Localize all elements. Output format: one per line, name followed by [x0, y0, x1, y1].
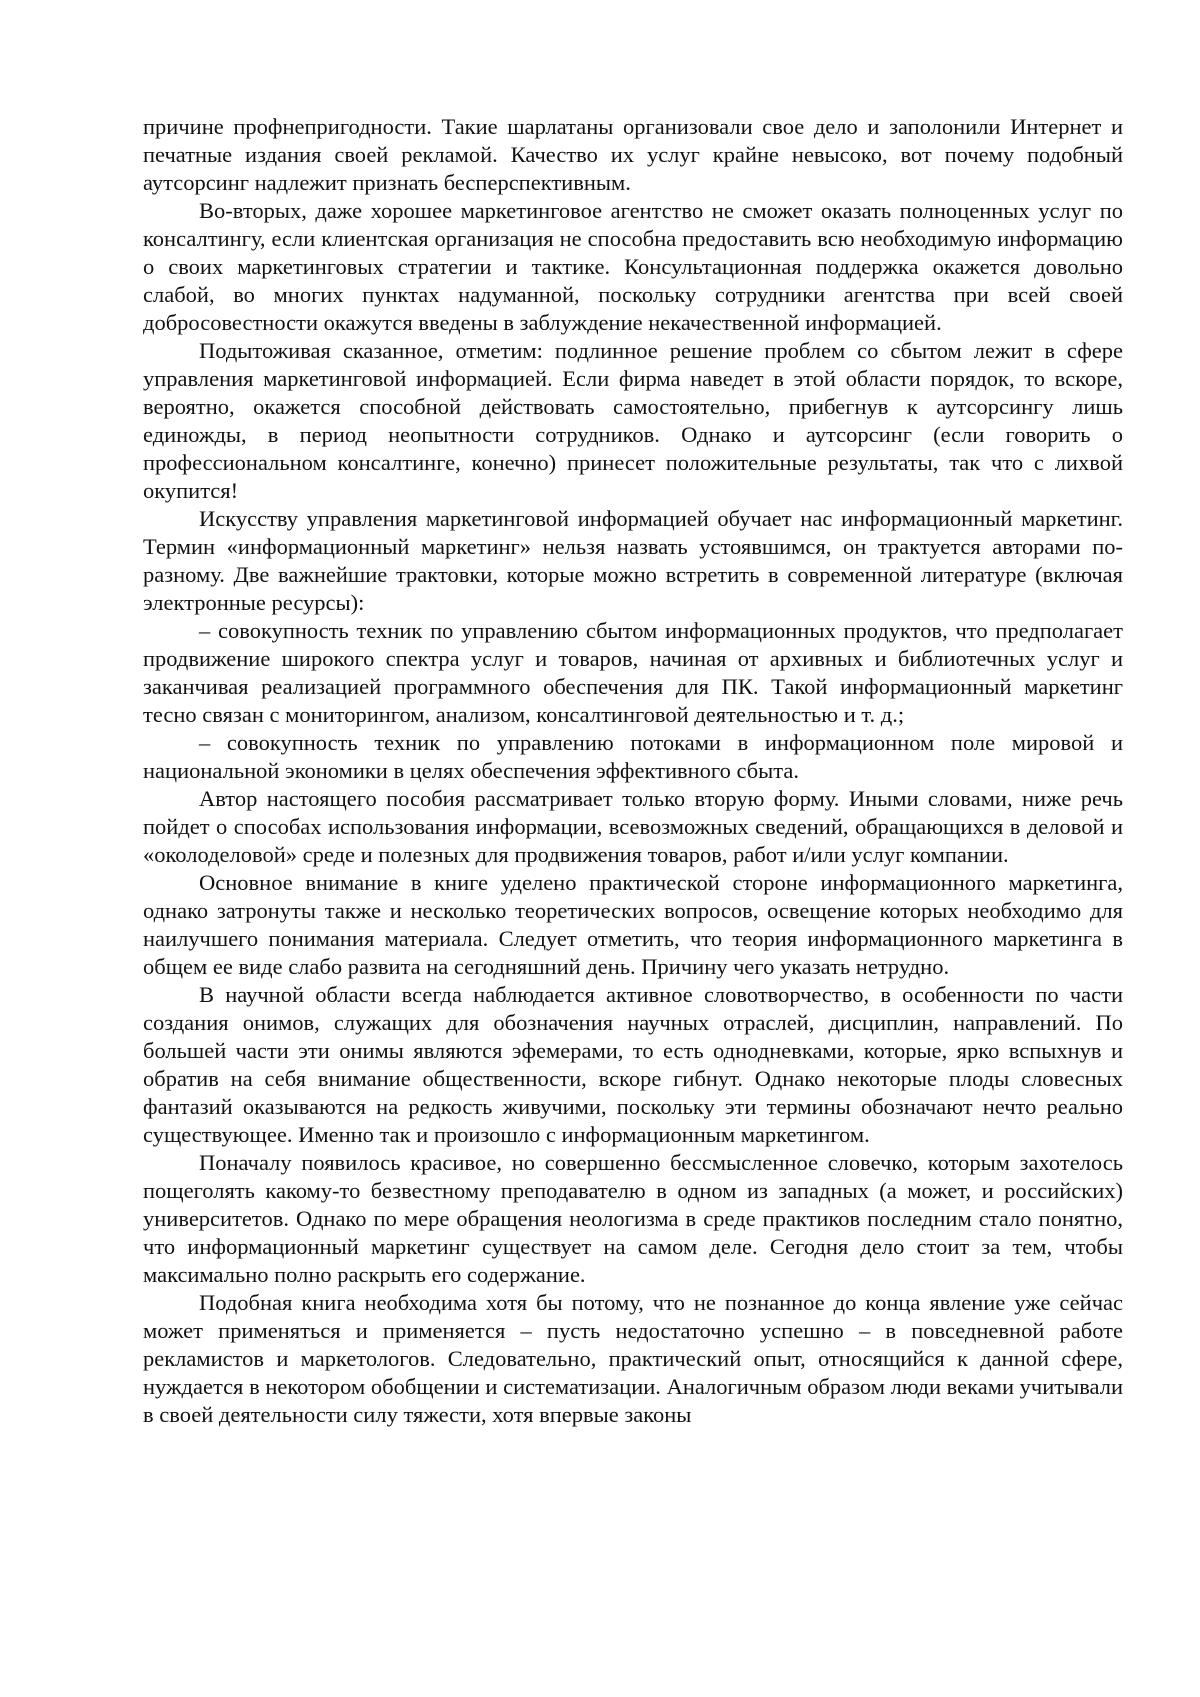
paragraph-5: Автор настоящего пособия рассматривает только вторую форму. Иными словами, ниже речь пойдет о способах использования информации, всевозможных сведений, обращающихся в деловой и «околоделовой» среде и полезных для продвижения товаров, работ и/или услуг компании.	[143, 786, 1123, 867]
paragraph-9: Подобная книга необходима хотя бы потому, что не познанное до конца явление уже сейчас может применяться и применяется – пусть недостаточно успешно – в повседневной работе рекламистов и маркетологов. Следовательно, практический опыт, относящийся к данной сфере, нуждается в некотором обобщении и систематизации. Аналогичным образом люди веками учитывали в своей деятельности силу тяжести, хотя впервые законы	[143, 1290, 1123, 1427]
paragraph-7: В научной области всегда наблюдается активное словотворчество, в особенности по части создания онимов, служащих для обозначения научных отраслей, дисциплин, направлений. По большей части эти онимы являются эфемерами, то есть однодневками, которые, ярко вспыхнув и обратив на себя внимание общественности, вскоре гибнут. Однако некоторые плоды словесных фантазий оказываются на редкость живучими, поскольку эти термины обозначают нечто реально существующее. Именно так и произошло с информационным маркетингом.	[143, 982, 1123, 1147]
paragraph-4: Искусству управления маркетинговой информацией обучает нас информационный маркетинг. Термин «информационный маркетинг» нельзя назвать устоявшимся, он трактуется авторами по-разному. Две важнейшие трактовки, которые можно встретить в современной литературе (включая электронные ресурсы):	[143, 506, 1123, 615]
paragraph-8: Поначалу появилось красивое, но совершенно бессмысленное словечко, которым захотелось пощеголять какому-то безвестному преподавателю в одном из западных (а может, и российских) университетов. Однако по мере обращения неологизма в среде практиков последним стало понятно, что информационный маркетинг существует на самом деле. Сегодня дело стоит за тем, чтобы максимально полно раскрыть его содержание.	[143, 1150, 1123, 1287]
list-item-1: – совокупность техник по управлению сбытом информационных продуктов, что предполагает продвижение широкого спектра услуг и товаров, начиная от архивных и библиотечных услуг и заканчивая реализацией программного обеспечения для ПК. Такой информационный маркетинг тесно связан с мониторингом, анализом, консалтинговой деятельностью и т. д.;	[143, 618, 1123, 727]
document-page	[143, 113, 1123, 1429]
paragraph-3: Подытоживая сказанное, отметим: подлинное решение проблем со сбытом лежит в сфере управления маркетинговой информацией. Если фирма наведет в этой области порядок, то вскоре, вероятно, окажется способной действовать самостоятельно, прибегнув к аутсорсингу лишь единожды, в период неопытности сотрудников. Однако и аутсорсинг (если говорить о профессиональном консалтинге, конечно) принесет положительные результаты, так что с лихвой окупится!	[143, 338, 1123, 503]
paragraph-2: Во-вторых, даже хорошее маркетинговое агентство не сможет оказать полноценных услуг по консалтингу, если клиентская организация не способна предоставить всю необходимую информацию о своих маркетинговых стратегии и тактике. Консультационная поддержка окажется довольно слабой, во многих пунктах надуманной, поскольку сотрудники агентства при всей своей добросовестности окажутся введены в заблуждение некачественной информацией.	[143, 198, 1123, 335]
paragraph-6: Основное внимание в книге уделено практической стороне информационного маркетинга, однако затронуты также и несколько теоретических вопросов, освещение которых необходимо для наилучшего понимания материала. Следует отметить, что теория информационного маркетинга в общем ее виде слабо развита на сегодняшний день. Причину чего указать нетрудно.	[143, 870, 1123, 979]
list-item-2: – совокупность техник по управлению потоками в информационном поле мировой и национальной экономики в целях обеспечения эффективного сбыта.	[143, 730, 1123, 783]
paragraph-1: причине профнепригодности. Такие шарлатаны организовали свое дело и заполонили Интернет и печатные издания своей рекламой. Качество их услуг крайне невысоко, вот почему подобный аутсорсинг надлежит признать бесперспективным.	[143, 114, 1123, 195]
